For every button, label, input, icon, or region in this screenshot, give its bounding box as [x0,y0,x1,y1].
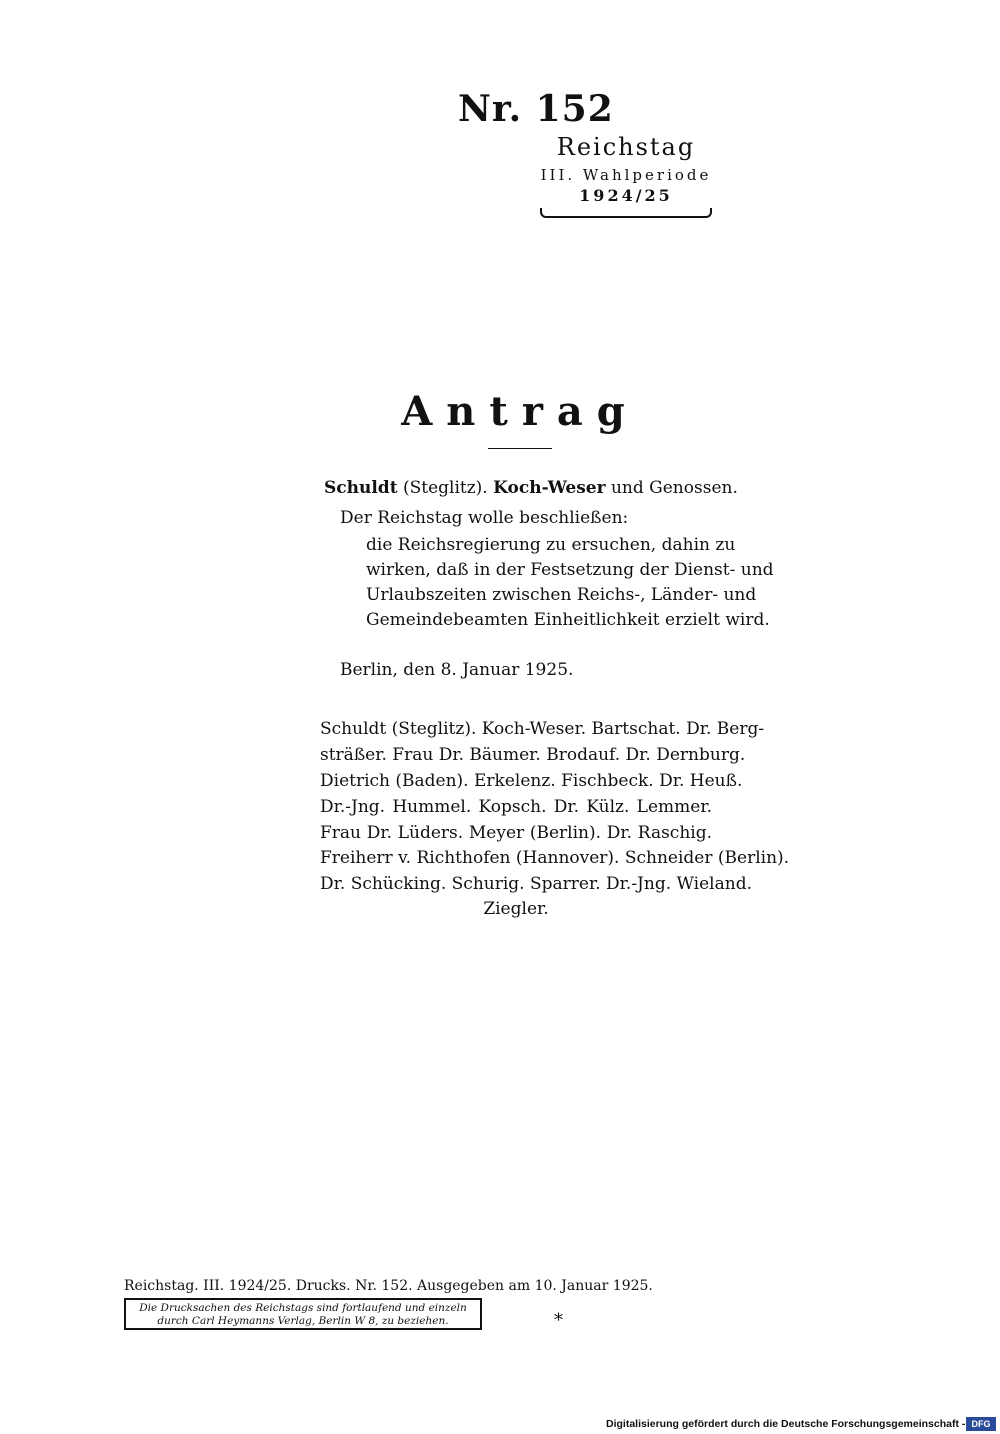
request-line: Urlaubszeiten zwischen Reichs-, Länder- und [366,585,757,605]
sponsor-1: Schuldt [324,478,398,498]
footer-notice-box [124,1298,482,1330]
footer-notice-line: Die Drucksachen des Reichstags sind fortlaufend und einzeln [139,1302,467,1314]
signatory-line: Freiherr v. Richthofen (Hannover). Schneider (Berlin). [320,848,790,868]
sponsor-2: Koch-Weser [493,478,606,498]
title-divider [488,448,552,449]
signatory-line: Dietrich (Baden). Erkelenz. Fischbeck. Dr. Heuß. [320,771,743,791]
signatory-line: Dr.-Jng. Hummel. Kopsch. Dr. Külz. Lemmer. [320,797,712,817]
date-line: Berlin, den 8. Januar 1925. [340,660,574,680]
signatory-line: Ziegler. [483,899,549,919]
parliament-name: Reichstag [556,133,696,161]
signatory-line: Dr. Schücking. Schurig. Sparrer. Dr.-Jng. Wieland. [320,874,752,894]
request-line: wirken, daß in der Festsetzung der Dienst- und [366,560,774,580]
sponsor-line [324,475,738,501]
digitization-credit: Digitalisierung gefördert durch die Deutsche Forschungsgemeinschaft - [606,1418,966,1430]
footer-publication-line: Reichstag. III. 1924/25. Drucks. Nr. 152. Ausgegeben am 10. Januar 1925. [124,1278,653,1294]
dfg-logo: DFG [966,1417,996,1431]
motion-intro: Der Reichstag wolle beschließen: [340,508,629,528]
sponsor-suffix: und Genossen. [610,478,738,498]
legislative-years: 1924/25 [579,186,673,205]
request-line: Gemeindebeamten Einheitlichkeit erzielt wird. [366,610,770,630]
signatory-line: sträßer. Frau Dr. Bäumer. Brodauf. Dr. Dernburg. [320,745,746,765]
footer-notice-line: durch Carl Heymanns Verlag, Berlin W 8, zu beziehen. [157,1315,449,1327]
request-line: die Reichsregierung zu ersuchen, dahin zu [366,535,736,555]
document-title: Antrag [401,388,639,435]
signatory-line: Frau Dr. Lüders. Meyer (Berlin). Dr. Raschig. [320,823,712,843]
asterisk-mark: * [554,1310,563,1331]
sponsor-1-place: (Steglitz). [402,478,488,498]
header-block [540,132,712,218]
signatory-line: Schuldt (Steglitz). Koch-Weser. Bartschat. Dr. Berg- [320,719,765,739]
document-number: Nr. 152 [458,88,614,130]
header-brace [540,208,712,218]
legislative-period: III. Wahlperiode [540,166,712,184]
